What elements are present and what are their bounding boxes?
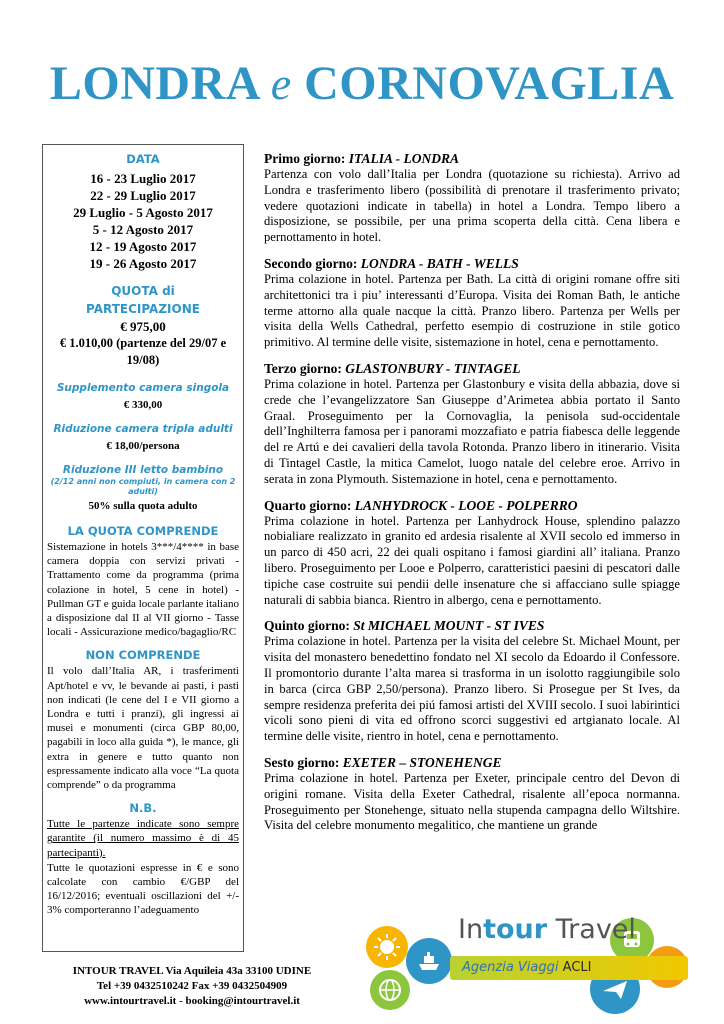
riduzione-bambino-sub: (2/12 anni non compiuti, in camera con 2 adulti): [50, 477, 236, 496]
day-route: GLASTONBURY - TINTAGEL: [345, 360, 521, 376]
agency-name: [462, 958, 591, 978]
day-heading: [264, 360, 680, 377]
agency-part: ACLI: [558, 960, 592, 975]
day-route: St MICHAEL MOUNT - ST IVES: [353, 618, 545, 634]
day-label: Sesto giorno:: [264, 754, 340, 770]
date-heading: DATA: [126, 152, 160, 166]
sun-icon: [366, 926, 408, 968]
day-section: [264, 754, 680, 834]
brand-name: [458, 912, 636, 948]
info-sidebar: [42, 144, 244, 952]
day-text: Prima colazione in hotel. Partenza per Bath. La città di origini romane offre siti architettonici tra i piu’ interessanti d’Europa. Visita dei Roman Bath, le antiche terme attorno alla quale nacque la città. Pranzo libero. Partenza per Wells per visita della Wells Cathedral, perfetto esempio di costruzione in stile gotico primitivo. Al termine delle visite, sistemazione in hotel, cena e pernottamento.: [264, 271, 680, 350]
brand-part: tour: [483, 914, 548, 945]
footer-address: INTOUR TRAVEL Via Aquileia 43a 33100 UDINE: [72, 965, 312, 977]
comprende-heading: LA QUOTA COMPRENDE: [67, 524, 219, 538]
day-label: Quinto giorno:: [264, 618, 350, 634]
day-label: Terzo giorno:: [264, 360, 342, 376]
day-section: [264, 497, 680, 609]
day-text: Prima colazione in hotel. Partenza per Exeter, principale centro del Devon di origini romane. Visita della Exeter Cathedral, risalente all’epoca normanna. Proseguimento per Stonehenge, situato nella stupenda campagna dello Wiltshire. Visita del celebre monumento megalitico, che mantiene un grande: [264, 770, 680, 833]
non-comprende-heading: NON COMPRENDE: [85, 648, 201, 663]
page-title: [0, 56, 724, 112]
day-text: Prima colazione in hotel. Partenza per Glastonbury e visita della abbazia, dove si crede che l’evangelizzatore San Giuseppe d’Arimetea abbia portato il Santo Graal. Proseguimento per la Cornovaglia, la penisola sud-occidentale dell’Inghilterra famosa per i panorami mozzafiato e patria fiabesca delle leggende del re Artú e dei cavalieri della tavola Rotonda. Pranzo libero in itinerario. Visita di Tintagel Castle, la mitica Camelot, luogo natale del celebre eroe. Arrivo in serata in zona Plymouth. Sistemazione in hotel, cena e pernottamento.: [264, 376, 680, 486]
riduzione-tripla-value: € 18,00/persona: [106, 440, 180, 452]
day-section: [264, 255, 680, 351]
riduzione-bambino-heading: Riduzione III letto bambino: [62, 464, 224, 476]
day-route: LANHYDROCK - LOOE - POLPERRO: [354, 497, 578, 513]
title-connector: e: [270, 58, 292, 109]
nb-exchange-text: Tutte le quotazioni espresse in € e sono calcolate con cambio €/GBP del 16/12/2016; eventuali oscillazioni del +/- 3% comporteranno l’adeguamento: [47, 861, 239, 917]
itinerary: [264, 150, 680, 843]
day-heading: [264, 617, 680, 634]
agency-part: Agenzia Viaggi: [462, 960, 559, 975]
day-text: Partenza con volo dall’Italia per Londra (quotazione su richiesta). Arrivo ad Londra e trasferimento libero (possibilità di prenotare il trasferimento privato; vedere quotazioni indicate in tabella) in hotel a Londra. Tempo libero a disposizione, se possibile, per una prima scoperta della città. Cena libera e pernottamento in hotel.: [264, 167, 680, 245]
riduzione-bambino-value: 50% sulla quota adulto: [88, 500, 198, 512]
comprende-text: Sistemazione in hotels 3***/4**** in base camera doppia con servizi privati - Trattamento come da programma (prima colazione in hotel, 5 cene in hotel) - Pullman GT e guida locale parlante italiano a disposizione dal II al VII giorno - Tasse locali - Assicurazione medico/bagaglio/RC: [47, 541, 239, 639]
footer-phone: Tel +39 0432510242 Fax +39 0432504909: [96, 980, 288, 992]
day-heading: [264, 754, 680, 771]
nb-heading: N.B.: [129, 801, 157, 816]
day-heading: [264, 497, 680, 514]
title-londra: LONDRA: [49, 57, 259, 110]
title-cornovaglia: CORNOVAGLIA: [304, 57, 675, 110]
day-heading: [264, 150, 680, 167]
day-text: Prima colazione in hotel. Partenza per la visita del celebre St. Michael Mount, per visita del monastero benedettino fondato nel XI secolo da Edoardo il Confessore. Il promontorio durante l’alta marea si trasforma in un isolotto raggiungibile solo in barca (circa GBP 2,50/persona). Pranzo libero. Si Prosegue per St Ives, da sempre residenza preferita dei piú famosi artisti del XVIII secolo. I suoi labirintici vicoli sono pieni di vita ed offrono scorci suggestivi ed artgianato locale. Al termine delle visite, rientro in hotel, cena e pernottamento.: [264, 634, 680, 744]
quota-heading-2: PARTECIPAZIONE: [86, 302, 200, 316]
date-item: 16 - 23 Luglio 2017: [90, 171, 196, 186]
supplemento-heading: Supplemento camera singola: [56, 382, 230, 394]
brand-part: In: [458, 914, 484, 945]
day-label: Primo giorno:: [264, 151, 346, 166]
date-list: [47, 170, 239, 272]
intour-travel-logo: [358, 912, 688, 1020]
day-section: [264, 360, 680, 488]
date-item: 22 - 29 Luglio 2017: [90, 188, 196, 203]
day-route: ITALIA - LONDRA: [348, 151, 460, 166]
riduzione-tripla-heading: Riduzione camera tripla adulti: [53, 423, 233, 435]
non-comprende-text: Il volo dall’Italia AR, i trasferimenti Apt/hotel e vv, le bevande ai pasti, i pasti non indicati (le cene del I e VII giorno a Londra e tutti i pranzi), gli ingressi ai musei e monumenti (circa GBP 80,00, pagabili in loco alla guida *), le mance, gli extra in genere e tutto quanto non espressamente indicato alla voce “La quota comprende” o da programma: [47, 665, 239, 792]
nb-guarantee-text: Tutte le partenze indicate sono sempre garantite (il numero massimo è di 45 partecipanti).: [47, 818, 239, 859]
day-route: EXETER – STONEHENGE: [342, 754, 502, 770]
date-item: 12 - 19 Agosto 2017: [89, 239, 197, 254]
day-label: Quarto giorno:: [264, 497, 352, 513]
ship-icon: [406, 938, 452, 984]
date-item: 19 - 26 Agosto 2017: [89, 256, 197, 271]
day-label: Secondo giorno:: [264, 255, 358, 271]
date-item: 29 Luglio - 5 Agosto 2017: [73, 205, 213, 220]
day-heading: [264, 255, 680, 272]
supplemento-value: € 330,00: [123, 399, 163, 411]
quota-heading-1: QUOTA di: [111, 284, 175, 298]
globe-icon: [370, 970, 410, 1010]
footer-web: www.intourtravel.it - booking@intourtravel.it: [84, 995, 300, 1007]
day-section: [264, 617, 680, 745]
day-text: Prima colazione in hotel. Partenza per Lanhydrock House, splendino palazzo nobialiare realizzato in granito ed ardesia risalente al XVII secolo ed immerso in un parco di 450 acri, 22 dei quali ospitano i famosi giardini all’ italiana. Pranzo libero. Proseguimento per Looe e Polperro, caratteristici paesini di pescatori dalle tipiche case costruite sui pendii delle insenature che si affacciano sulle spiagge naturali di sabbia bianca. Rientro in albergo, cena e pernottamento.: [264, 513, 680, 607]
day-section: [264, 150, 680, 246]
price-special: € 1.010,00 (partenze del 29/07 e 19/08): [59, 336, 227, 367]
price-standard: € 975,00: [120, 319, 166, 334]
agency-footer: [42, 964, 342, 1009]
day-route: LONDRA - BATH - WELLS: [360, 255, 519, 271]
date-item: 5 - 12 Agosto 2017: [92, 222, 194, 237]
brand-part: Travel: [547, 914, 636, 945]
